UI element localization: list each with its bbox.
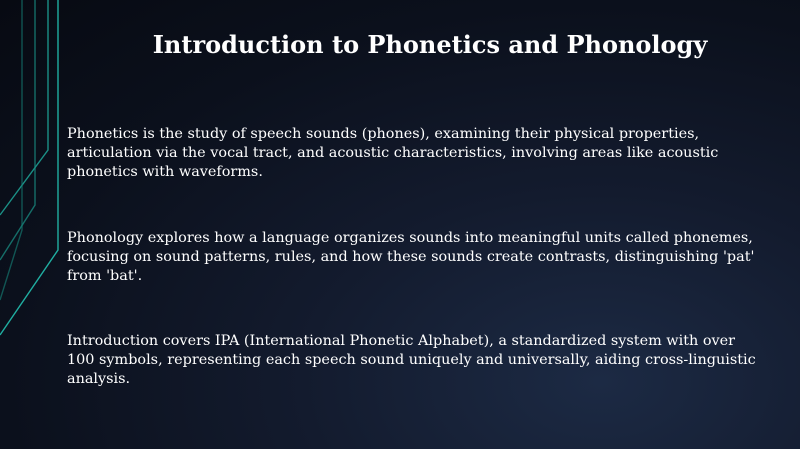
paragraph-ipa: Introduction covers IPA (International Phonetic Alphabet), a standardized system with over 100 symbols, representing each speech sound uniquely and universally, aiding cross-linguistic analysis.: [67, 333, 756, 387]
deco-line-4: [0, 0, 58, 335]
paragraph-phonology: Phonology explores how a language organizes sounds into meaningful units called phonemes, focusing on sound patterns, rules, and how these sounds create contrasts, distinguishing 'pat' from 'bat'.: [67, 230, 755, 284]
paragraph-phonetics: Phonetics is the study of speech sounds (phones), examining their physical properties, articulation via the vocal tract, and acoustic characteristics, involving areas like acoustic phonetics with waveforms.: [67, 126, 719, 180]
slide-title: Introduction to Phonetics and Phonology: [152, 30, 708, 59]
deco-line-2: [0, 0, 35, 260]
deco-line-1: [0, 0, 48, 215]
